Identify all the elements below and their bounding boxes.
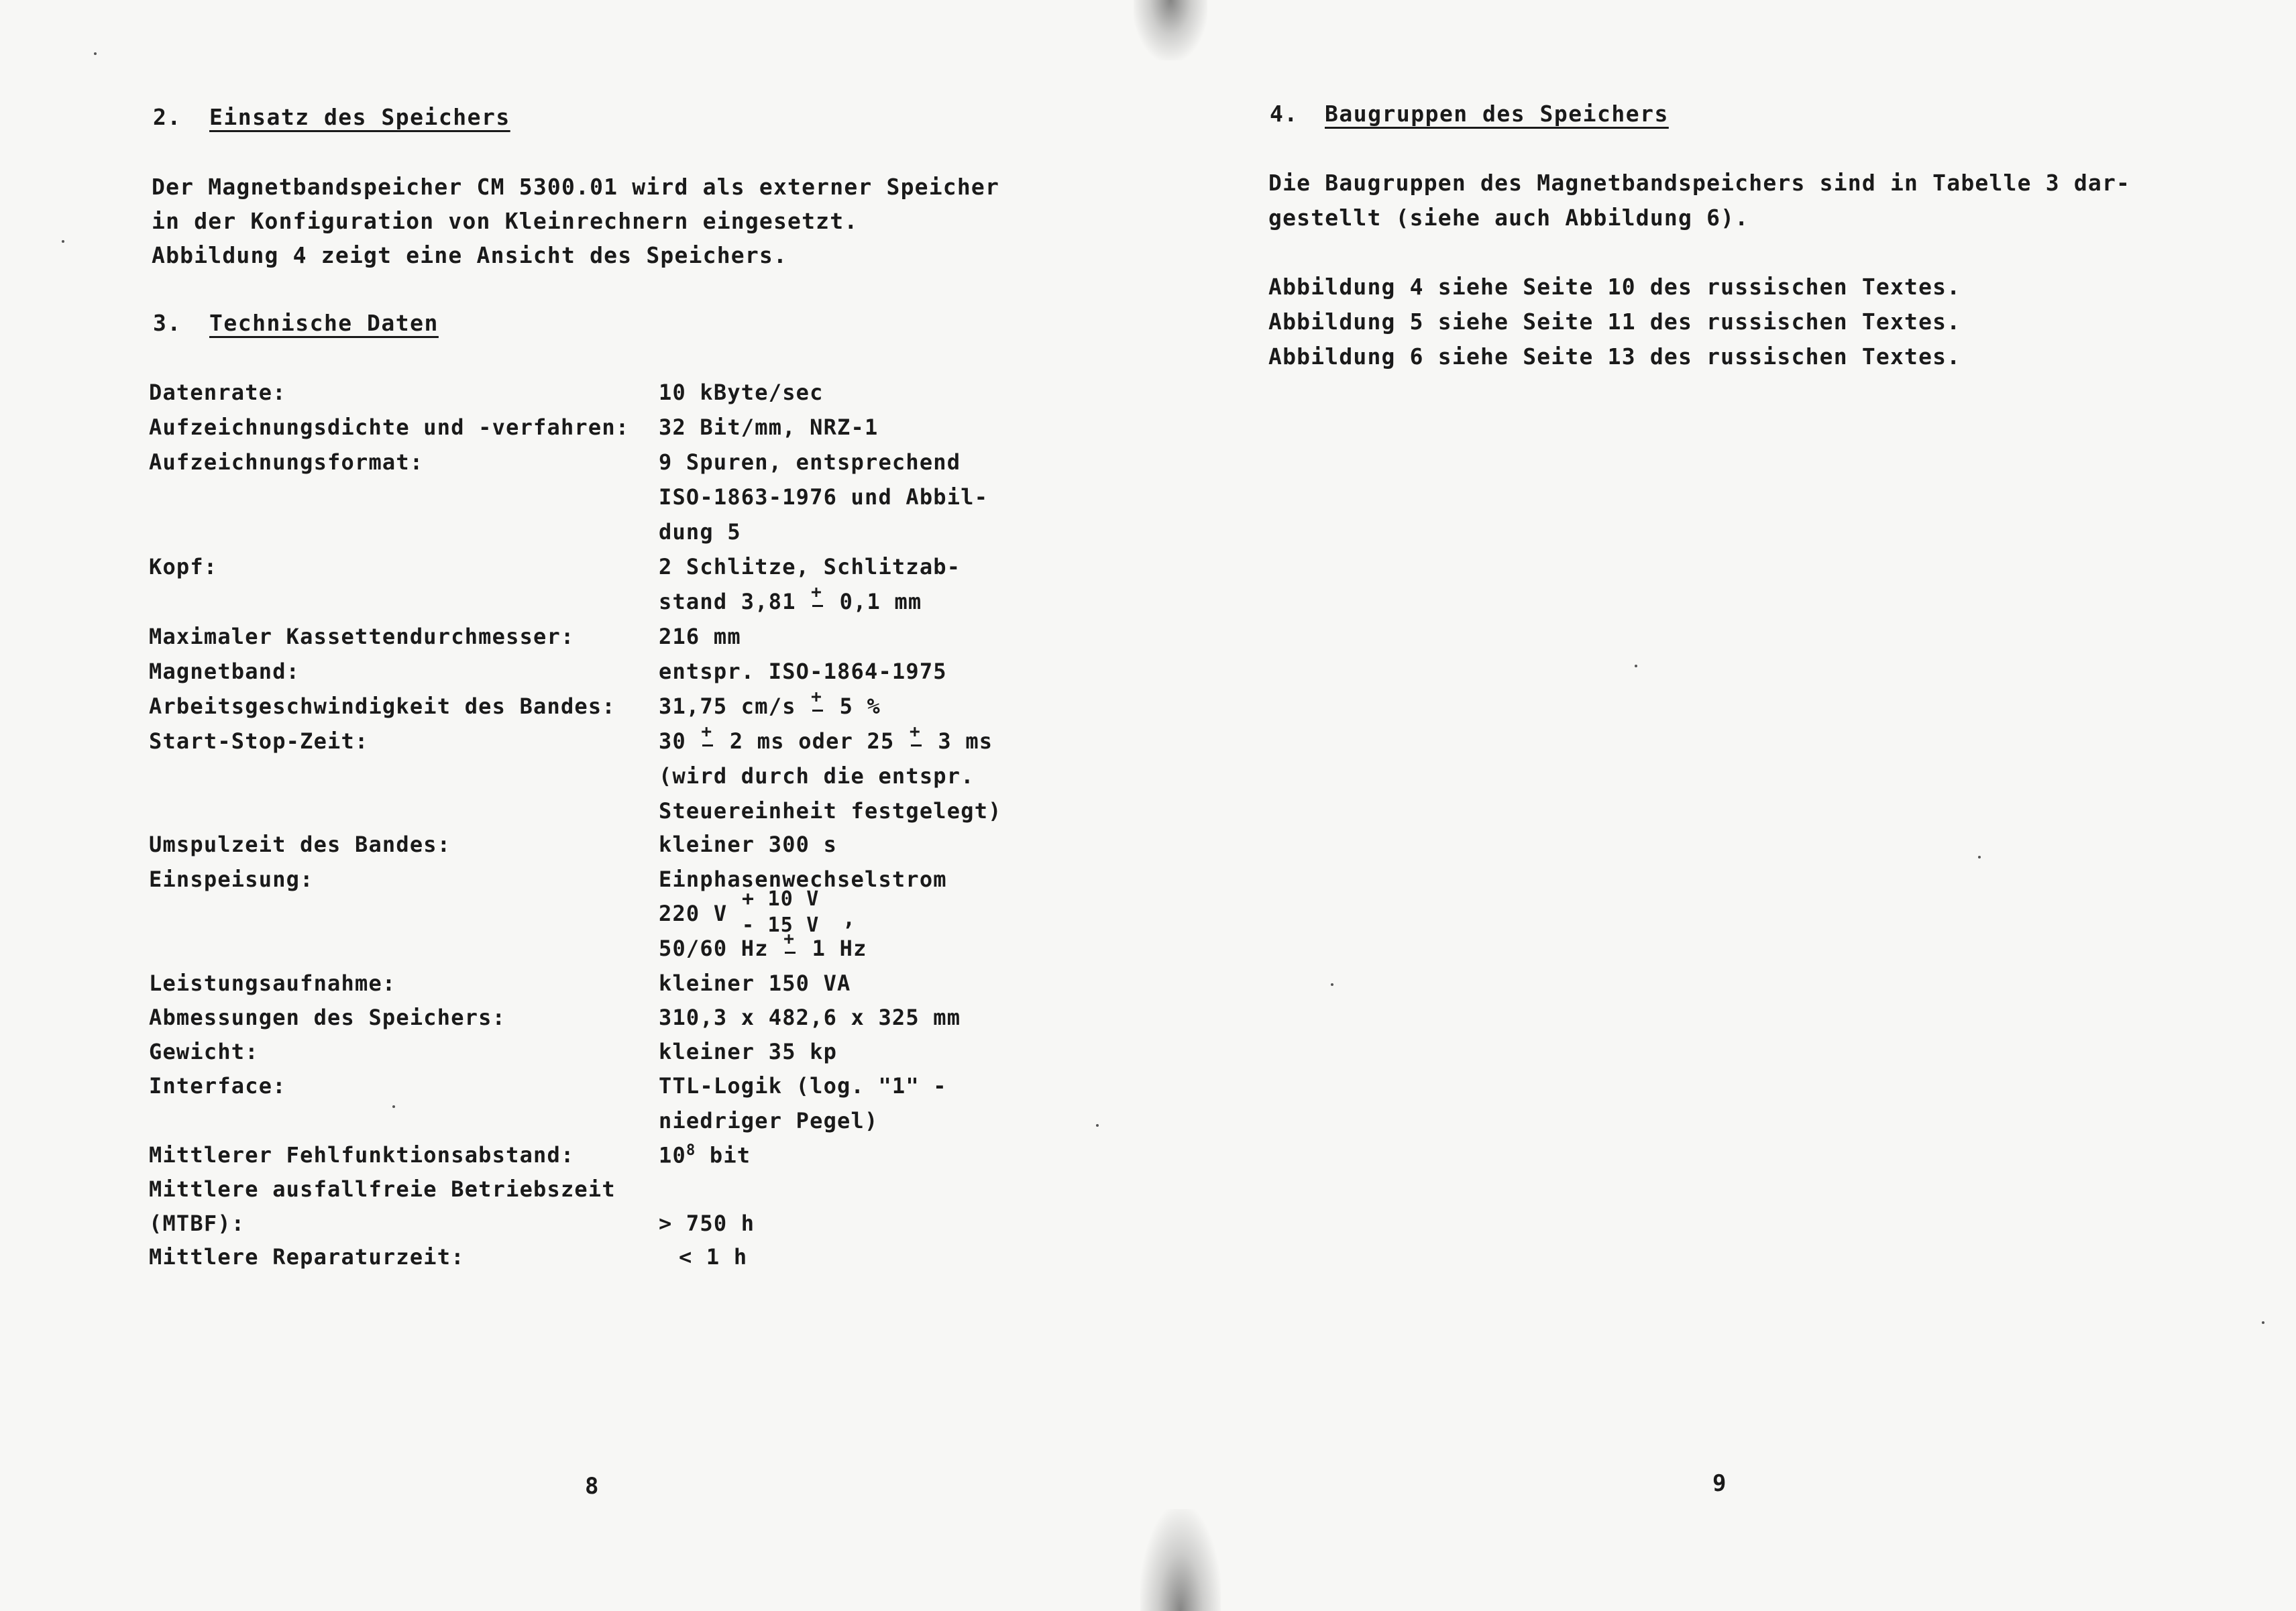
- spec-row-fehlfunktion: [149, 1142, 1048, 1174]
- section-2-line-3: Abbildung 4 zeigt eine Ansicht des Speichers.: [152, 242, 788, 268]
- spec-label: (MTBF):: [149, 1211, 245, 1236]
- spec-label: Abmessungen des Speichers:: [149, 1005, 506, 1030]
- spec-row-aufzeichnungsdichte: [149, 414, 1048, 447]
- spec-row-leistung: [149, 970, 1048, 1003]
- page-number: 9: [1712, 1470, 1727, 1497]
- plus-minus-icon: [782, 936, 798, 958]
- spec-voltage-plus: + 10 V: [742, 887, 820, 911]
- section-2-line-1: Der Magnetbandspeicher CM 5300.01 wird als externer Speicher: [152, 174, 1000, 200]
- spec-voltage: 220 V: [659, 901, 728, 926]
- spec-value-part: 10: [659, 1142, 686, 1168]
- spec-value: [659, 693, 881, 719]
- spec-value-continuation: Steuereinheit festgelegt): [659, 798, 1002, 824]
- spec-value-part: 3 ms: [924, 728, 993, 754]
- spec-label: Start-Stop-Zeit:: [149, 728, 369, 754]
- spec-row-abmessungen: [149, 1005, 1048, 1037]
- spec-row-reparatur: [149, 1244, 1048, 1276]
- section-4-number: 4.: [1270, 101, 1299, 127]
- spec-value: [659, 728, 993, 754]
- figure-reference-1: Abbildung 4 siehe Seite 10 des russischen Textes.: [1268, 274, 1961, 300]
- figure-reference-3: Abbildung 6 siehe Seite 13 des russischen Textes.: [1268, 343, 1961, 370]
- spec-label: Aufzeichnungsdichte und -verfahren:: [149, 414, 630, 440]
- spec-value-continuation: (wird durch die entspr.: [659, 763, 975, 789]
- spec-label: Leistungsaufnahme:: [149, 970, 396, 996]
- plus-minus-icon: [810, 693, 826, 716]
- spec-voltage-comma: ,: [842, 905, 857, 931]
- spec-value: 310,3 x 482,6 x 325 mm: [659, 1005, 961, 1030]
- spec-value-part: 2 ms oder 25: [716, 728, 908, 754]
- spec-row-geschwindigkeit: [149, 693, 1048, 726]
- spec-value-part: bit: [696, 1142, 751, 1168]
- section-2-title: Einsatz des Speichers: [209, 104, 510, 130]
- section-4-line-1: Die Baugruppen des Magnetbandspeichers sind in Tabelle 3 dar-: [1268, 170, 2131, 196]
- spec-row-mtbf-label: [149, 1176, 1048, 1209]
- spec-row-magnetband: [149, 659, 1048, 691]
- spec-value: > 750 h: [659, 1211, 755, 1236]
- spec-label: Gewicht:: [149, 1039, 259, 1064]
- spec-value: kleiner 35 kp: [659, 1039, 838, 1064]
- spec-value-continuation: [659, 589, 922, 614]
- figure-reference-2: Abbildung 5 siehe Seite 11 des russischen Textes.: [1268, 309, 1961, 335]
- spec-value: entspr. ISO-1864-1975: [659, 659, 947, 684]
- spec-value: 9 Spuren, entsprechend: [659, 449, 961, 475]
- spec-value: [659, 1142, 751, 1168]
- spec-value-part: 5 %: [826, 693, 881, 719]
- section-2-line-2: in der Konfiguration von Kleinrechnern eingesetzt.: [152, 208, 859, 234]
- spec-label: Umspulzeit des Bandes:: [149, 832, 451, 857]
- spec-value-exponent: 8: [686, 1142, 696, 1159]
- spec-row-datenrate: [149, 380, 1048, 412]
- spec-label: Magnetband:: [149, 659, 300, 684]
- spec-label: Datenrate:: [149, 380, 286, 405]
- spec-row-einspeisung: [149, 867, 1048, 899]
- spec-frequency: [659, 936, 867, 961]
- spec-label: Mittlere Reparaturzeit:: [149, 1244, 465, 1270]
- section-3-number: 3.: [153, 310, 182, 336]
- spec-row-startstop: [149, 728, 1048, 761]
- spec-value-part: 31,75 cm/s: [659, 693, 810, 719]
- plus-minus-icon: [810, 589, 826, 612]
- spec-value-continuation: ISO-1863-1976 und Abbil-: [659, 484, 989, 510]
- spec-label: Mittlerer Fehlfunktionsabstand:: [149, 1142, 575, 1168]
- plus-minus-icon: [908, 728, 924, 751]
- spec-label: Interface:: [149, 1073, 286, 1099]
- spec-voltage-minus: - 15 V: [742, 913, 820, 937]
- spec-row-kopf: [149, 554, 1048, 586]
- spec-value: 216 mm: [659, 624, 741, 649]
- spec-label: Maximaler Kassettendurchmesser:: [149, 624, 575, 649]
- page-number: 8: [585, 1473, 599, 1500]
- spec-value: 10 kByte/sec: [659, 380, 824, 405]
- spec-value: kleiner 300 s: [659, 832, 838, 857]
- spec-value-part: 30: [659, 728, 700, 754]
- spec-value: TTL-Logik (log. "1" -: [659, 1073, 947, 1099]
- spec-label: Aufzeichnungsformat:: [149, 449, 424, 475]
- spec-label: Einspeisung:: [149, 867, 314, 892]
- spec-value-continuation: niedriger Pegel): [659, 1108, 879, 1133]
- spec-value: Einphasenwechselstrom: [659, 867, 947, 892]
- spec-value-part: 50/60 Hz: [659, 936, 783, 961]
- section-2-number: 2.: [153, 104, 182, 130]
- spec-value: 2 Schlitze, Schlitzab-: [659, 554, 961, 579]
- spec-label: Arbeitsgeschwindigkeit des Bandes:: [149, 693, 616, 719]
- spec-row-kassette: [149, 624, 1048, 656]
- spec-row-aufzeichnungsformat: [149, 449, 1048, 482]
- section-4-line-2: gestellt (siehe auch Abbildung 6).: [1268, 205, 1749, 231]
- spec-row-gewicht: [149, 1039, 1048, 1071]
- section-4-title: Baugruppen des Speichers: [1325, 101, 1669, 127]
- spec-value-part: stand 3,81: [659, 589, 810, 614]
- spec-value-continuation: dung 5: [659, 519, 741, 545]
- spec-value: < 1 h: [679, 1244, 748, 1270]
- spec-value-part: 1 Hz: [798, 936, 867, 961]
- spec-row-interface: [149, 1073, 1048, 1105]
- spec-value-part: 0,1 mm: [826, 589, 922, 614]
- plus-minus-icon: [700, 728, 716, 751]
- spec-value: 32 Bit/mm, NRZ-1: [659, 414, 879, 440]
- page-right: [1148, 0, 2296, 1611]
- spec-label: Mittlere ausfallfreie Betriebszeit: [149, 1176, 616, 1202]
- spec-row-umspulzeit: [149, 832, 1048, 864]
- spec-label: Kopf:: [149, 554, 218, 579]
- section-3-title: Technische Daten: [209, 310, 439, 336]
- spec-row-mtbf: [149, 1211, 1048, 1243]
- spec-value: kleiner 150 VA: [659, 970, 851, 996]
